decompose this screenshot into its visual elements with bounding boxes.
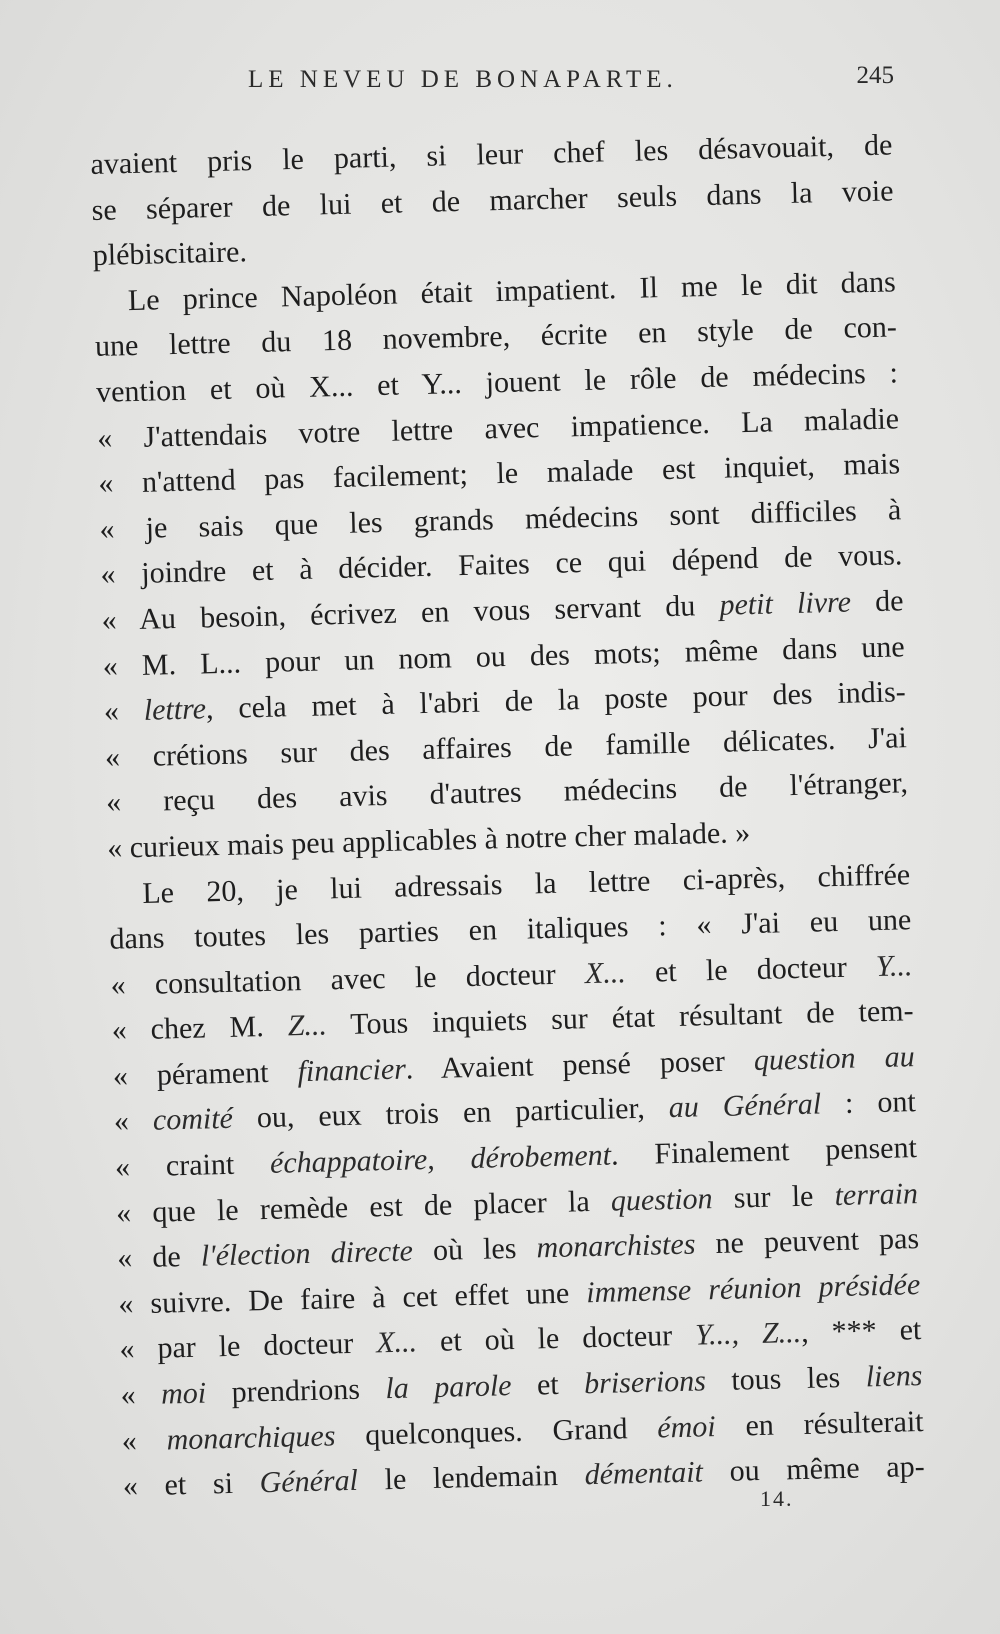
italic-text: question xyxy=(610,1181,713,1218)
italic-text: moi xyxy=(160,1376,207,1411)
text-segment: et xyxy=(511,1367,585,1403)
text-segment: . Avaient pensé poser xyxy=(405,1043,755,1086)
text-segment: « J'attendais votre lettre avec impatience. La maladie xyxy=(96,401,900,455)
running-title: LE NEVEU DE BONAPARTE. xyxy=(248,66,678,93)
text-segment: se séparer de lui et de marcher seuls dans la voie xyxy=(91,173,894,227)
text-segment: et le docteur xyxy=(625,949,877,989)
text-segment: où les xyxy=(412,1231,537,1268)
italic-text: l'élection directe xyxy=(200,1234,414,1273)
text-segment: sur le xyxy=(712,1178,835,1215)
text-segment: Tous inquiets sur état résultant de tem- xyxy=(326,994,914,1042)
italic-text: au Général xyxy=(668,1087,822,1125)
text-segment: dans toutes les parties en italiques : « J'ai eu une xyxy=(109,903,912,956)
italic-text: terrain xyxy=(834,1176,919,1212)
text-segment: « de xyxy=(116,1239,202,1275)
text-segment: « xyxy=(120,1377,162,1412)
text-segment: « craint xyxy=(114,1146,271,1184)
italic-text: démentait xyxy=(584,1455,704,1492)
text-segment: « Au besoin, écrivez en vous servant du xyxy=(101,588,720,637)
text-segment: ou, eux trois en particulier, xyxy=(232,1091,670,1136)
text-segment: : ont xyxy=(820,1085,917,1121)
text-segment: tous les xyxy=(705,1360,867,1398)
text-segment: de xyxy=(850,584,904,619)
italic-text: Z... xyxy=(287,1008,328,1043)
text-segment: . Finalement pensent xyxy=(610,1131,918,1172)
page-header xyxy=(0,62,1000,106)
text-segment: et où le docteur xyxy=(416,1319,696,1359)
italic-text: Général xyxy=(259,1464,359,1500)
text-segment: le lendemain xyxy=(357,1458,586,1498)
text-segment: « suivre. De faire à cet effet une xyxy=(117,1276,587,1321)
body-text xyxy=(90,122,925,1509)
text-segment: quelconques. Grand xyxy=(335,1411,658,1453)
text-segment: prendrions xyxy=(205,1372,386,1410)
text-segment: « joindre et à décider. Faites ce qui dépend de vous. xyxy=(100,538,903,592)
italic-text: Y..., Z... xyxy=(694,1316,802,1353)
page-number: 245 xyxy=(856,62,894,89)
text-segment: « par le docteur xyxy=(119,1326,377,1367)
text-segment: « que le remède est de placer la xyxy=(115,1184,612,1230)
italic-text: X... xyxy=(375,1325,418,1360)
italic-text: comité xyxy=(152,1102,234,1138)
text-segment: « je sais que les grands médecins sont difficiles à xyxy=(99,493,902,546)
italic-text: liens xyxy=(865,1359,923,1394)
text-segment: « crétions sur des affaires de famille délicates. J'ai xyxy=(104,720,908,774)
italic-text: monarchistes xyxy=(536,1227,696,1265)
text-segment: « n'attend pas facilement; le malade est inquiet, mais xyxy=(97,447,901,501)
signature-mark: 14. xyxy=(760,1486,794,1511)
text-segment: ou même ap- xyxy=(702,1450,926,1489)
text-segment: « chez M. xyxy=(111,1009,289,1048)
text-segment: une lettre du 18 novembre, écrite en style de con- xyxy=(94,310,898,364)
text-segment: « reçu des avis d'autres médecins de l'étranger, xyxy=(105,766,909,820)
italic-text: X... xyxy=(584,955,627,990)
text-segment: « M. L... pour un nom ou des mots; même dans une xyxy=(102,629,905,683)
text-segment: « pérament xyxy=(112,1055,298,1093)
text-segment: plébiscitaire. xyxy=(92,235,248,273)
text-segment: vention et où X... et Y... jouent le rôle de médecins : xyxy=(95,356,899,409)
text-segment: , *** et xyxy=(800,1313,922,1350)
text-segment: « et si xyxy=(122,1466,261,1503)
italic-text: immense réunion présidée xyxy=(585,1267,921,1310)
text-segment: « curieux mais peu applicables à notre cher malade. » xyxy=(106,815,751,865)
text-segment: ne peuvent pas xyxy=(695,1222,920,1261)
text-segment: « xyxy=(103,693,145,728)
italic-text: petit livre xyxy=(719,585,852,622)
text-segment: , cela met à l'abri de la poste pour des indis- xyxy=(205,675,907,726)
italic-text: Y... xyxy=(875,948,913,983)
text-segment: Le prince Napoléon était impatient. Il me le dit dans xyxy=(127,265,897,317)
italic-text: monarchiques xyxy=(166,1419,336,1457)
text-segment: « xyxy=(113,1104,154,1139)
text-segment: « xyxy=(121,1423,167,1458)
italic-text: lettre xyxy=(143,692,207,727)
italic-text: financier xyxy=(297,1052,407,1089)
italic-text: question au xyxy=(753,1040,916,1077)
italic-text: briserions xyxy=(583,1364,707,1401)
italic-text: émoi xyxy=(656,1409,717,1445)
italic-text: la parole xyxy=(385,1369,512,1406)
text-segment: en résulterait xyxy=(715,1404,924,1443)
text-segment: « consultation avec le docteur xyxy=(110,956,586,1002)
italic-text: échappatoire, dérobement xyxy=(269,1138,612,1180)
text-segment: Le 20, je lui adressais la lettre ci-après, chiffrée xyxy=(141,857,911,910)
text-segment: avaient pris le parti, si leur chef les désavouait, de xyxy=(90,128,893,181)
